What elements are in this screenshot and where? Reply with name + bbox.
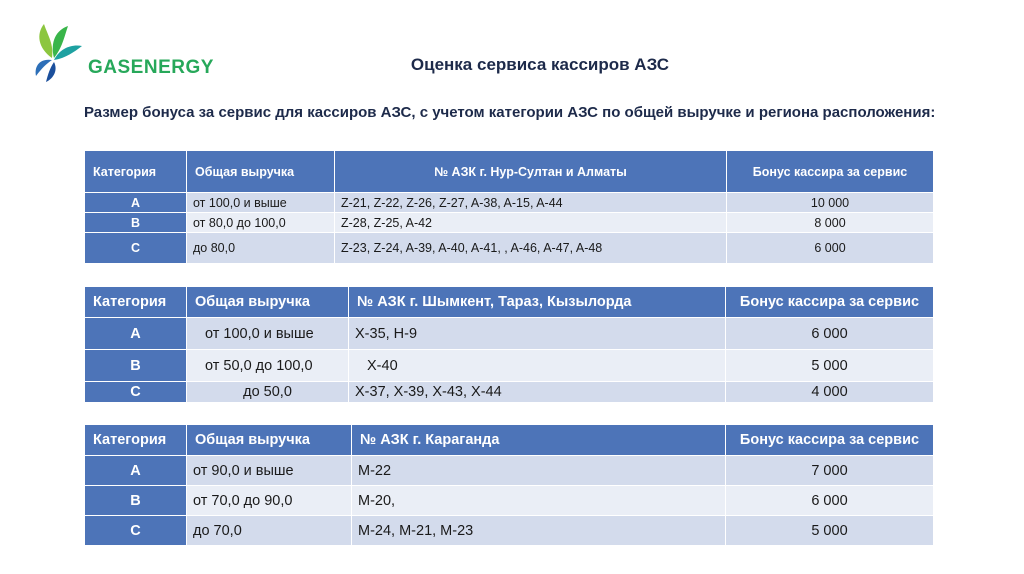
header-bonus: Бонус кассира за сервис xyxy=(726,425,934,456)
category-cell: C xyxy=(85,233,187,264)
bonus-cell: 5 000 xyxy=(726,350,934,382)
table-row xyxy=(85,350,934,382)
leaf-logo-icon xyxy=(30,18,90,88)
category-cell: A xyxy=(85,318,187,350)
stations-cell: M-24, M-21, M-23 xyxy=(352,516,726,546)
table-row xyxy=(85,486,934,516)
category-cell: B xyxy=(85,213,187,233)
stations-cell: M-22 xyxy=(352,456,726,486)
header-bonus: Бонус кассира за сервис xyxy=(726,287,934,318)
stations-cell: X-40 xyxy=(349,350,726,382)
bonus-cell: 4 000 xyxy=(726,382,934,403)
header-category: Категория xyxy=(85,287,187,318)
header-category: Категория xyxy=(85,425,187,456)
revenue-cell: от 80,0 до 100,0 xyxy=(187,213,335,233)
stations-cell: Z-21, Z-22, Z-26, Z-27, A-38, A-15, A-44 xyxy=(335,193,727,213)
table-header-row xyxy=(85,287,934,318)
brand-name: GASENERGY xyxy=(88,57,214,78)
bonus-table-karaganda xyxy=(84,424,934,546)
table-header-row xyxy=(85,425,934,456)
stations-cell: Z-23, Z-24, A-39, A-40, A-41, , A-46, A-47, A-48 xyxy=(335,233,727,264)
category-cell: C xyxy=(85,516,187,546)
revenue-cell: от 50,0 до 100,0 xyxy=(187,350,349,382)
revenue-cell: от 90,0 и выше xyxy=(187,456,352,486)
category-cell: C xyxy=(85,382,187,403)
bonus-cell: 6 000 xyxy=(726,486,934,516)
revenue-cell: до 70,0 xyxy=(187,516,352,546)
table-row xyxy=(85,318,934,350)
header-revenue: Общая выручка xyxy=(187,425,352,456)
revenue-cell: от 100,0 и выше xyxy=(187,193,335,213)
bonus-table-nur-sultan-almaty xyxy=(84,150,934,264)
bonus-cell: 6 000 xyxy=(726,318,934,350)
revenue-cell: до 50,0 xyxy=(187,382,349,403)
header-category: Категория xyxy=(85,151,187,193)
header-bonus: Бонус кассира за сервис xyxy=(727,151,934,193)
logo xyxy=(30,18,230,88)
stations-cell: M-20, xyxy=(352,486,726,516)
header-stations: № АЗК г. Нур-Султан и Алматы xyxy=(335,151,727,193)
bonus-cell: 10 000 xyxy=(727,193,934,213)
table-row xyxy=(85,382,934,403)
bonus-cell: 8 000 xyxy=(727,213,934,233)
stations-cell: X-37, X-39, X-43, X-44 xyxy=(349,382,726,403)
revenue-cell: от 100,0 и выше xyxy=(187,318,349,350)
table-row xyxy=(85,193,934,213)
page-title: Оценка сервиса кассиров АЗС xyxy=(410,55,670,74)
table-header-row xyxy=(85,151,934,193)
bonus-cell: 5 000 xyxy=(726,516,934,546)
page-subtitle: Размер бонуса за сервис для кассиров АЗС, с учетом категории АЗС по общей выручке и региона расположения: xyxy=(84,104,936,121)
category-cell: B xyxy=(85,486,187,516)
stations-cell: X-35, H-9 xyxy=(349,318,726,350)
bonus-cell: 7 000 xyxy=(726,456,934,486)
header-revenue: Общая выручка xyxy=(187,287,349,318)
bonus-table-shymkent-taraz-kyzylorda xyxy=(84,286,934,403)
header-stations: № АЗК г. Шымкент, Тараз, Кызылорда xyxy=(349,287,726,318)
category-cell: B xyxy=(85,350,187,382)
header-stations: № АЗК г. Караганда xyxy=(352,425,726,456)
header-revenue: Общая выручка xyxy=(187,151,335,193)
category-cell: A xyxy=(85,193,187,213)
table-row xyxy=(85,213,934,233)
table-row xyxy=(85,516,934,546)
revenue-cell: от 70,0 до 90,0 xyxy=(187,486,352,516)
table-row xyxy=(85,456,934,486)
revenue-cell: до 80,0 xyxy=(187,233,335,264)
stations-cell: Z-28, Z-25, A-42 xyxy=(335,213,727,233)
category-cell: A xyxy=(85,456,187,486)
bonus-cell: 6 000 xyxy=(727,233,934,264)
table-row xyxy=(85,233,934,264)
